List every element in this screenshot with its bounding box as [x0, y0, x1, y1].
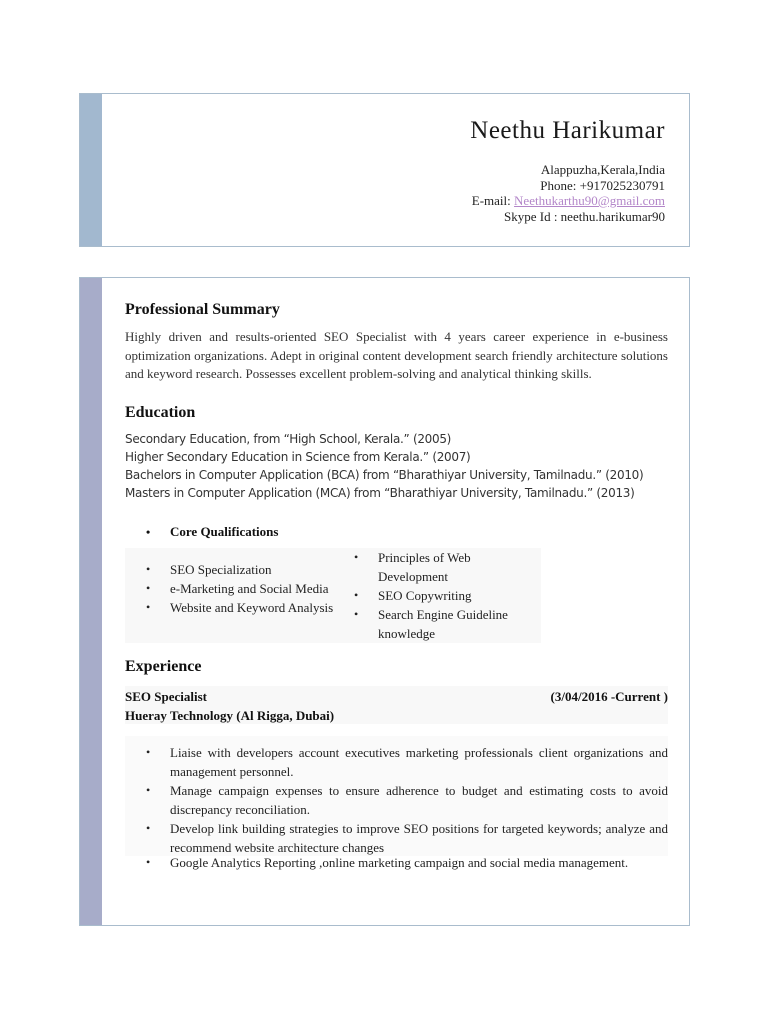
email-line	[472, 193, 665, 209]
summary-heading: Professional Summary	[125, 301, 280, 318]
phone-text: Phone: +917025230791	[540, 177, 665, 193]
qualification-item: • SEO Copywriting	[333, 586, 533, 605]
core-qualifications-heading-list	[125, 523, 278, 541]
qualification-item: • Website and Keyword Analysis	[125, 598, 345, 617]
job-duties	[125, 743, 668, 872]
job-company: Hueray Technology (Al Rigga, Dubai)	[125, 707, 335, 723]
qualification-item: • e-Marketing and Social Media	[125, 579, 345, 598]
duty-item: • Liaise with developers account executives marketing professionals client organizations and management personnel.	[125, 743, 668, 781]
header-accent-bar	[80, 94, 102, 246]
body-accent-bar	[80, 278, 102, 925]
email-link[interactable]: Neethukarthu90@gmail.com	[514, 193, 665, 208]
core-qualifications-heading: • Core Qualifications	[125, 523, 278, 541]
body-card	[79, 277, 690, 926]
education-item: Masters in Computer Application (MCA) from “Bharathiyar University, Tamilnadu.” (2013)	[125, 486, 635, 500]
duty-item: • Manage campaign expenses to ensure adherence to budget and estimating costs to avoid discrepancy reconciliation.	[125, 781, 668, 819]
location-text: Alappuzha,Kerala,India	[540, 162, 665, 177]
qualifications-col2	[333, 548, 533, 643]
skype-text: Skype Id : neethu.harikumar90	[503, 208, 665, 224]
header-card	[79, 93, 690, 247]
experience-heading: Experience	[125, 658, 202, 675]
summary-text: Highly driven and results-oriented SEO Specialist with 4 years career experience in e-business optimization organizations. Adept in original content development search friendly architecture solutions and keyword research. Possesses excellent problem-solving and analytical thinking skills.	[125, 329, 668, 381]
email-label: E-mail:	[471, 193, 515, 208]
qualifications-box	[125, 548, 541, 643]
job-title: SEO Specialist	[125, 689, 207, 704]
qualification-item: • SEO Specialization	[125, 560, 345, 579]
qualifications-col1	[125, 560, 345, 617]
education-heading: Education	[125, 404, 196, 421]
education-item: Higher Secondary Education in Science from Kerala.” (2007)	[125, 450, 471, 464]
job-dates: (3/04/2016 -Current )	[550, 689, 668, 704]
education-item: Secondary Education, from “High School, Kerala.” (2005)	[125, 432, 452, 446]
education-item: Bachelors in Computer Application (BCA) from “Bharathiyar University, Tamilnadu.” (2010)	[125, 468, 644, 482]
duty-item: • Google Analytics Reporting ,online marketing campaign and social media management.	[125, 853, 668, 872]
qualification-item: • Principles of Web Development	[333, 548, 533, 586]
education-list	[125, 430, 643, 502]
contact-info	[472, 162, 665, 224]
qualification-item: • Search Engine Guideline knowledge	[333, 605, 533, 643]
candidate-name: Neethu Harikumar	[470, 117, 665, 144]
duty-item: • Develop link building strategies to improve SEO positions for targeted keywords; analyze and recommend website architecture changes	[125, 819, 668, 857]
